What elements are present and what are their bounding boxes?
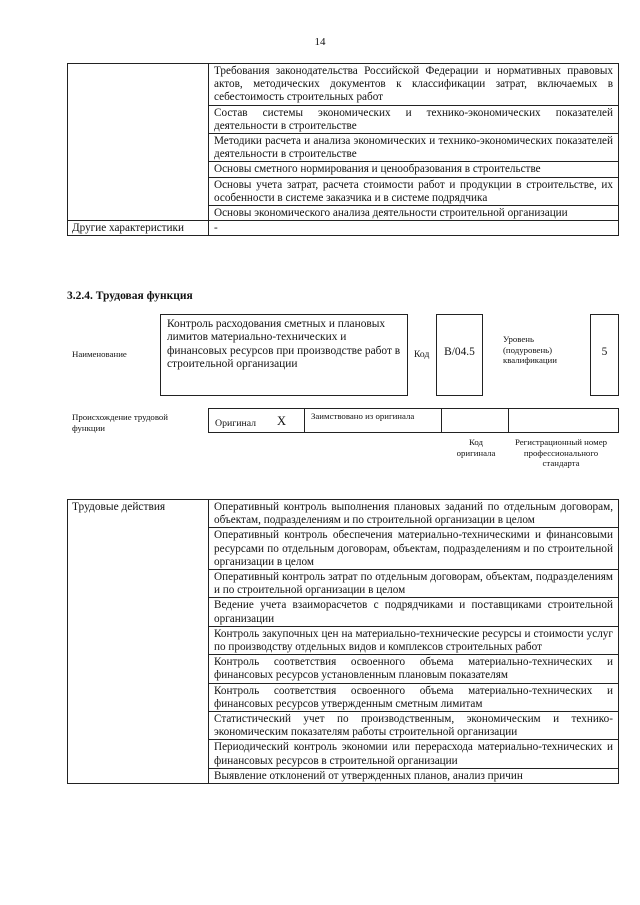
origin-row [208, 408, 619, 433]
registration-number-cell [509, 409, 618, 432]
table-cell: Контроль соответствия освоенного объема материально-технических и финансовых ресурсов утвержденным сметным лимитам [209, 683, 619, 711]
table-cell: Оперативный контроль затрат по отдельным договорам, объектам, подразделениям и по строительной организации в целом [209, 570, 619, 598]
borrowed-cell [305, 409, 442, 432]
table-cell: Методики расчета и анализа экономических и технико-экономических показателей деятельности в строительстве [209, 134, 619, 162]
table-cell: Статистический учет по производственным, экономическим и технико-экономическим показателям работы строительной организации [209, 712, 619, 740]
code-label: Код [414, 349, 430, 360]
table-row [68, 500, 619, 528]
function-code-box: В/04.5 [436, 314, 483, 396]
other-characteristics-value: - [209, 221, 619, 236]
table-cell: Контроль закупочных цен на материально-технические ресурсы и стоимости услуг по производству отдельных видов и комплексов строительных работ [209, 626, 619, 654]
table-cell: Выявление отклонений от утвержденных планов, анализ причин [209, 768, 619, 783]
original-cell [209, 409, 305, 432]
table-row [68, 221, 619, 236]
table-cell: Основы сметного нормирования и ценообразования в строительстве [209, 162, 619, 177]
other-characteristics-label: Другие характеристики [68, 221, 209, 236]
original-label: Оригинал [215, 418, 257, 429]
borrowed-label: Заимствовано из оригинала [311, 411, 415, 421]
table-cell: Периодический контроль экономии или перерасхода материально-технических и финансовых ресурсов в строительной организации [209, 740, 619, 768]
knowledge-table [67, 63, 619, 236]
table-cell: Оперативный контроль выполнения плановых заданий по отдельным договорам, объектам, подразделениям и по строительной организации в целом [209, 500, 619, 528]
section-heading: 3.2.4. Трудовая функция [67, 290, 193, 302]
table-row [68, 64, 619, 106]
original-code-cell [442, 409, 509, 432]
table-cell: Основы учета затрат, расчета стоимости работ и продукции в строительстве, их особенности в системе заказчика и в системе подрядчика [209, 177, 619, 205]
labor-actions-label: Трудовые действия [68, 500, 209, 784]
table-cell: Основы экономического анализа деятельности строительной организации [209, 206, 619, 221]
table-label-cell [68, 64, 209, 221]
name-label: Наименование [72, 349, 127, 359]
level-label: Уровень (подуровень) квалификации [503, 334, 557, 365]
table-cell: Требования законодательства Российской Федерации и нормативных правовых актов, методических документов к классификации затрат, включаемых в себестоимость строительных работ [209, 64, 619, 106]
original-mark: X [277, 414, 287, 428]
level-box: 5 [590, 314, 619, 396]
labor-actions-table [67, 499, 619, 784]
page-number: 14 [314, 36, 326, 48]
table-cell: Оперативный контроль обеспечения материально-техническими и финансовыми ресурсами по отдельным договорам, объектам, подразделениям и по строительной организации в целом [209, 528, 619, 570]
table-cell: Контроль соответствия освоенного объема материально-технических и финансовых ресурсов установленным плановым показателям [209, 655, 619, 683]
caption-original-code: Код оригинала [456, 437, 496, 458]
origin-label: Происхождение трудовой функции [72, 412, 169, 433]
table-cell: Состав системы экономических и технико-экономических показателей деятельности в строительстве [209, 105, 619, 133]
function-name-box: Контроль расходования сметных и плановых лимитов материально-технических и финансовых ресурсов при производстве работ в строительной организации [160, 314, 408, 396]
table-cell: Ведение учета взаиморасчетов с подрядчиками и поставщиками строительной организации [209, 598, 619, 626]
caption-registration-number: Регистрационный номер профессионального стандарта [514, 437, 607, 468]
